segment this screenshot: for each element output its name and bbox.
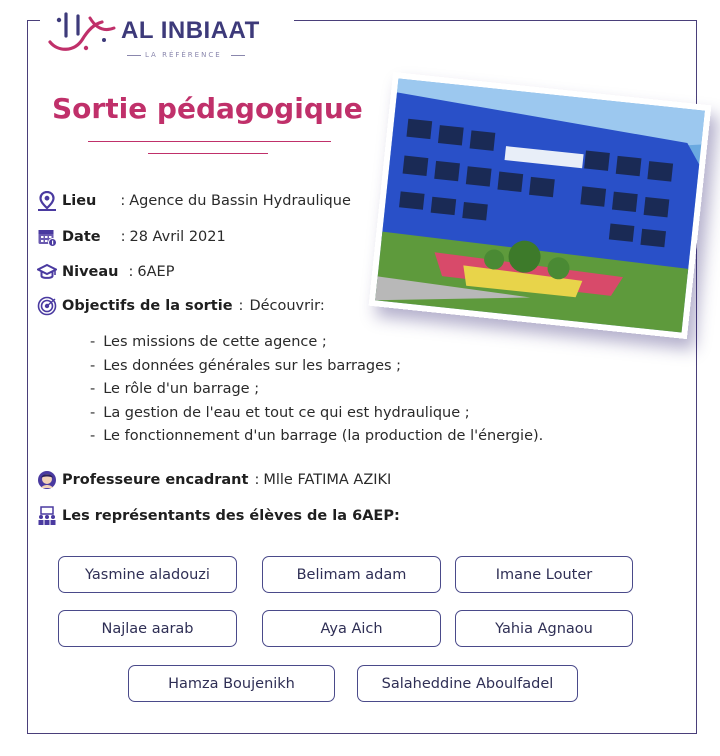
info-objectifs	[37, 296, 325, 316]
student-chip: Imane Louter	[455, 556, 633, 593]
list-item: - Le fonctionnement d'un barrage (la production de l'énergie).	[90, 425, 543, 449]
info-niveau	[37, 262, 174, 282]
title-underline-short	[148, 153, 268, 154]
date-separator: :	[120, 229, 126, 245]
info-lieu	[37, 191, 351, 211]
graduation-cap-icon	[37, 262, 57, 282]
list-item: - La gestion de l'eau et tout ce qui est hydraulique ;	[90, 402, 543, 426]
location-pin-icon	[37, 191, 57, 211]
date-value: 28 Avril 2021	[129, 229, 226, 245]
student-chip: Aya Aich	[262, 610, 441, 647]
professeure-separator: :	[254, 472, 260, 488]
niveau-label: Niveau	[62, 264, 119, 280]
niveau-separator: :	[128, 264, 134, 280]
calendar-icon	[37, 227, 57, 247]
student-chip: Yasmine aladouzi	[58, 556, 237, 593]
title-underline	[88, 141, 331, 142]
student-chip: Salaheddine Aboulfadel	[357, 665, 578, 702]
objectives-list	[90, 331, 543, 449]
professeure-value: Mlle FATIMA AZIKI	[263, 472, 392, 488]
lieu-separator: :	[120, 193, 126, 209]
student-chip: Hamza Boujenikh	[128, 665, 335, 702]
logo-calligraphy-icon	[44, 6, 120, 56]
info-representants	[37, 506, 400, 526]
student-chip: Yahia Agnaou	[455, 610, 633, 647]
representants-label: Les représentants des élèves de la 6AEP:	[62, 508, 400, 524]
lieu-label: Lieu	[62, 193, 97, 209]
lieu-value: Agence du Bassin Hydraulique	[129, 193, 351, 209]
target-icon	[37, 296, 57, 316]
building-photo	[369, 72, 712, 339]
logo-tagline: LA RÉFÉRENCE	[145, 51, 222, 59]
students-icon	[37, 506, 57, 526]
list-item: - Le rôle d'un barrage ;	[90, 378, 543, 402]
teacher-icon	[37, 470, 57, 490]
date-label: Date	[62, 229, 101, 245]
info-professeure	[37, 470, 391, 490]
niveau-value: 6AEP	[137, 264, 175, 280]
objectifs-separator: :	[238, 298, 244, 314]
objectifs-label: Objectifs de la sortie	[62, 298, 233, 314]
student-chip: Belimam adam	[262, 556, 441, 593]
list-item: - Les missions de cette agence ;	[90, 331, 543, 355]
logo-tagline-line-right	[231, 55, 245, 56]
page-title: Sortie pédagogique	[52, 92, 363, 125]
student-chip: Najlae aarab	[58, 610, 237, 647]
logo-tagline-line-left	[127, 55, 141, 56]
professeure-label: Professeure encadrant	[62, 472, 249, 488]
info-date	[37, 227, 226, 247]
list-item: - Les données générales sur les barrages ;	[90, 355, 543, 379]
logo-name: AL INBIAAT	[121, 17, 260, 44]
objectifs-value: Découvrir:	[249, 298, 325, 314]
